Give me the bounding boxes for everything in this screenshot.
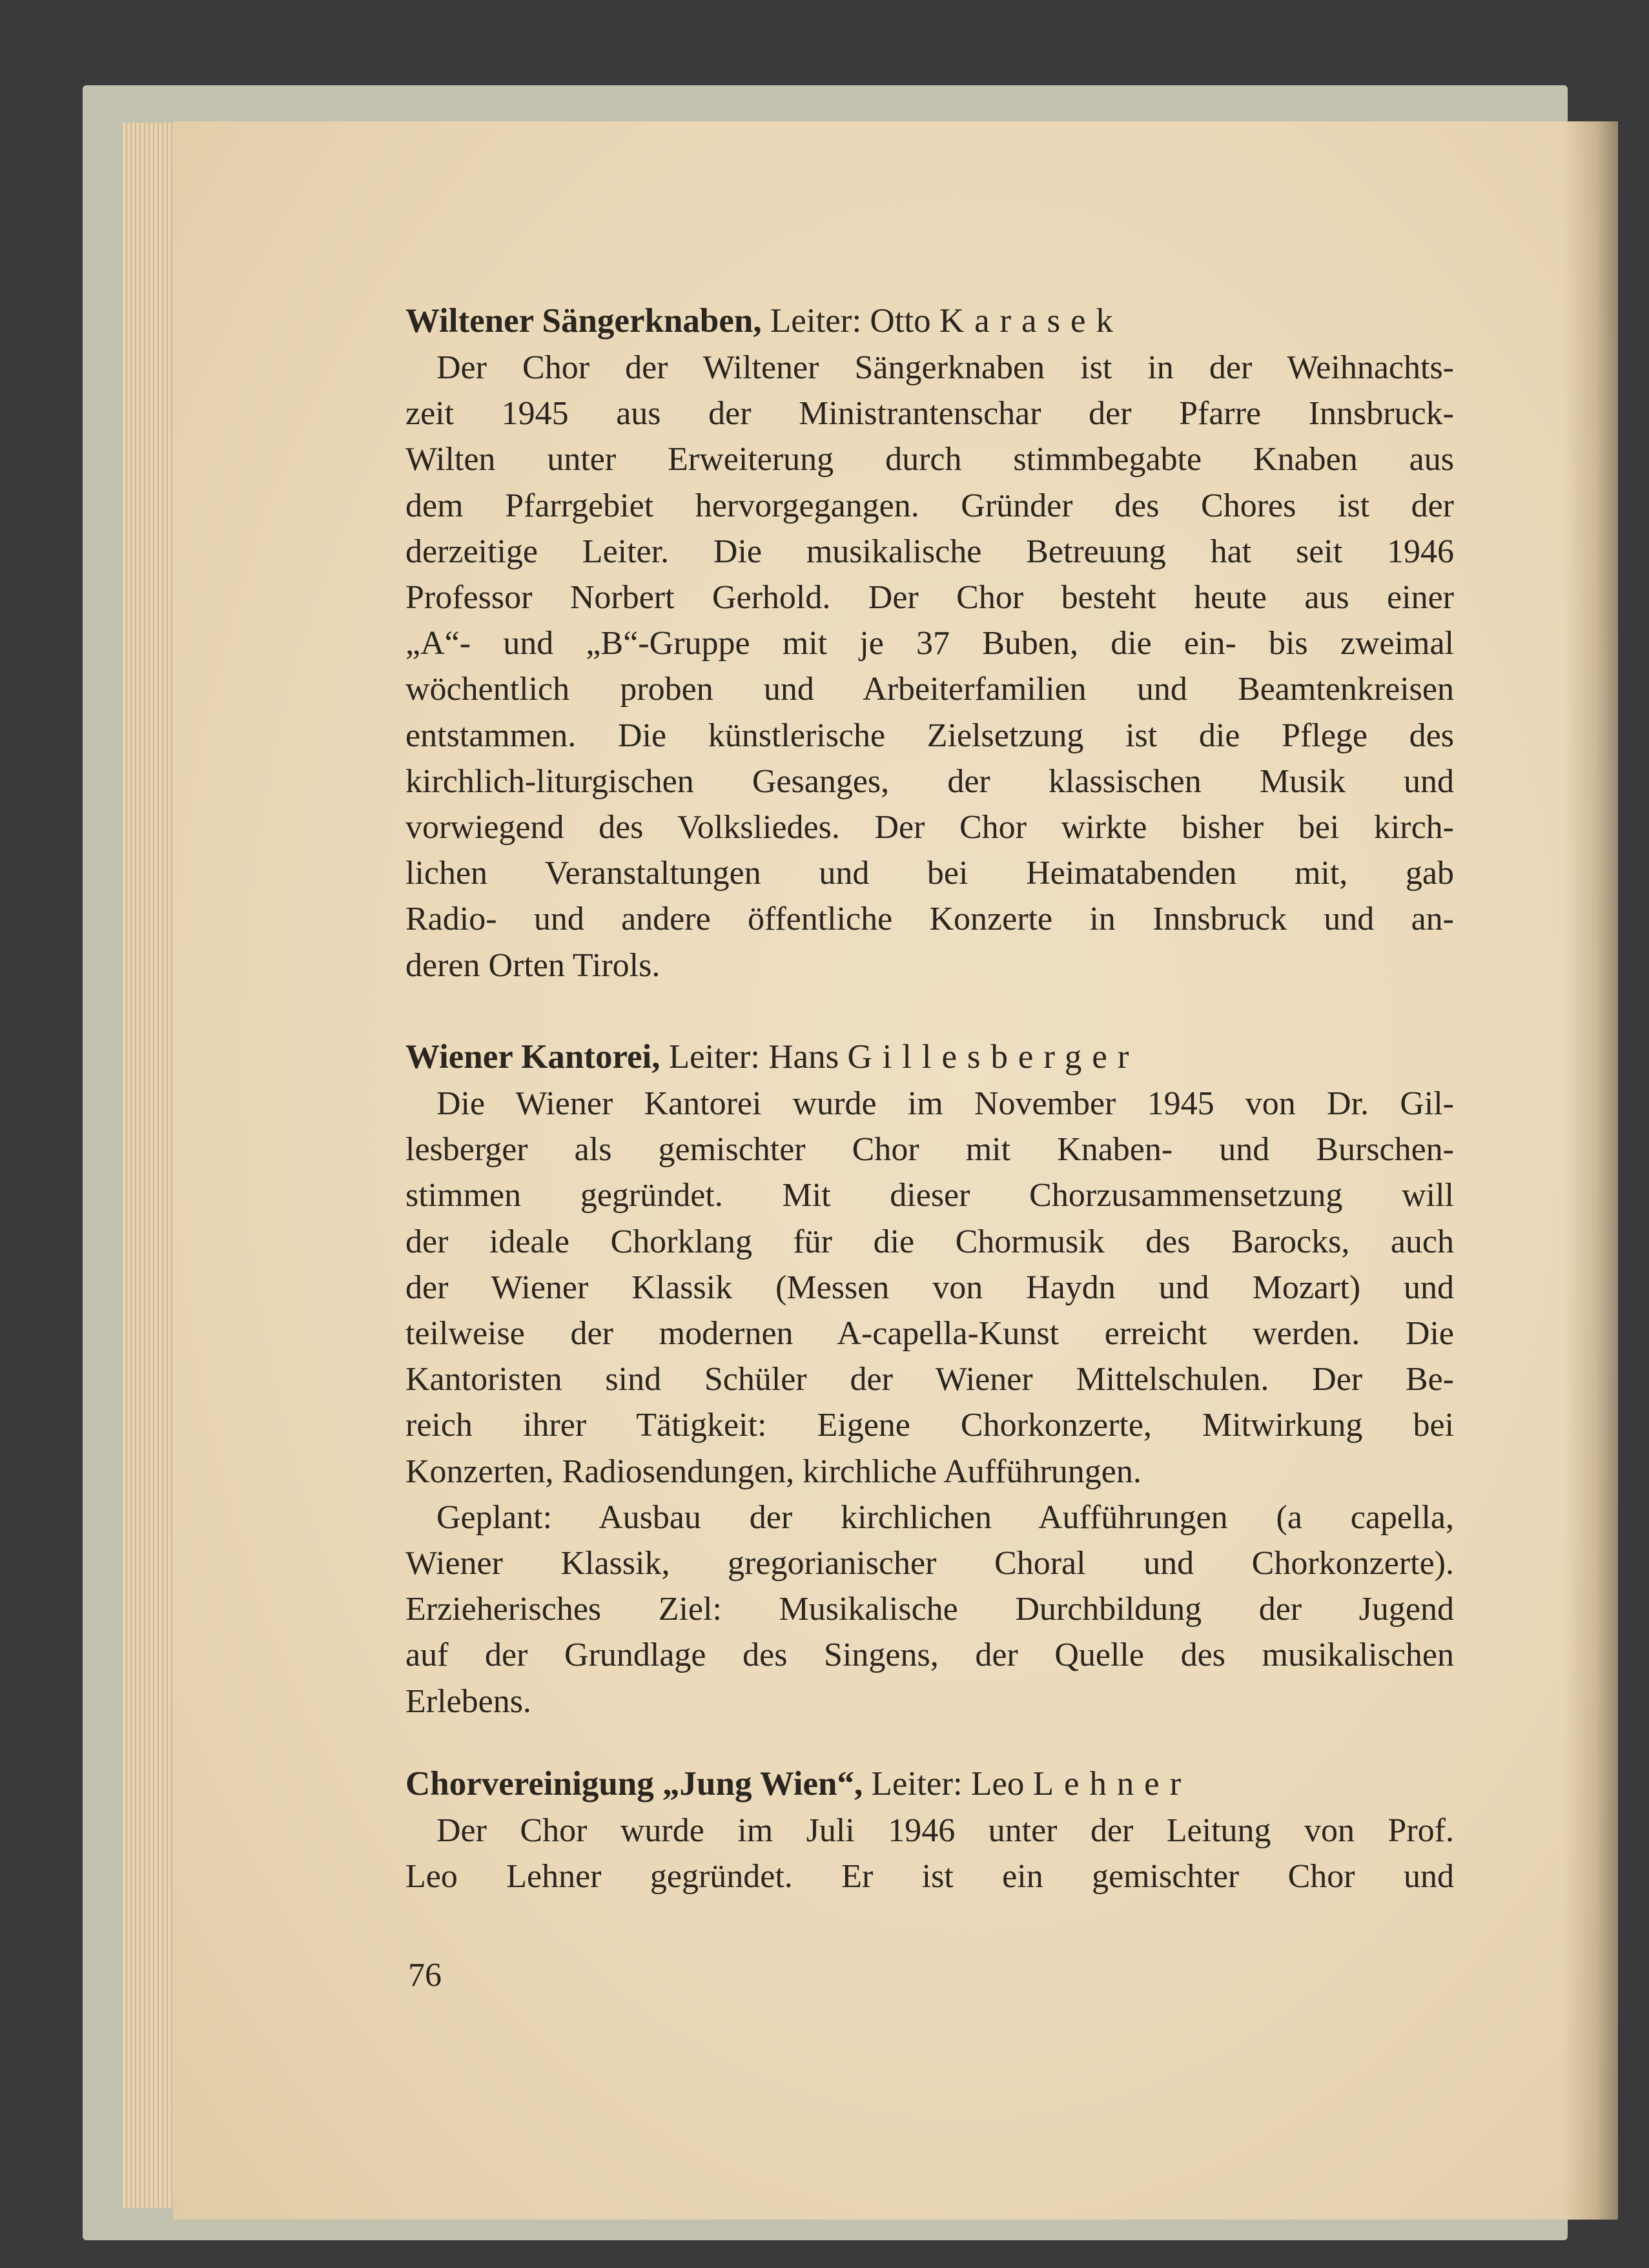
section-chorvereinigung-jung-wien bbox=[405, 1760, 1454, 1899]
text-line: Leo Lehner gegründet. Er ist ein gemischter Chor und bbox=[405, 1858, 1454, 1895]
text-line: Wilten unter Erweiterung durch stimmbegabte Knaben aus bbox=[405, 441, 1454, 478]
leader-name: Lehner bbox=[1032, 1765, 1192, 1803]
leader-prefix: Leiter: Leo bbox=[871, 1765, 1025, 1803]
leader-name: Gillesberger bbox=[847, 1038, 1140, 1076]
text-line: auf der Grundlage des Singens, der Quelle des musikalischen bbox=[405, 1637, 1454, 1674]
text-line: kirchlich-liturgischen Gesanges, der klassischen Musik und bbox=[405, 762, 1454, 800]
text-line: Der Chor wurde im Juli 1946 unter der Leitung von Prof. bbox=[436, 1812, 1454, 1849]
section-heading bbox=[405, 297, 1454, 345]
text-line: Kantoristen sind Schüler der Wiener Mittelschulen. Der Be- bbox=[405, 1361, 1454, 1398]
paragraph bbox=[405, 345, 1454, 988]
text-line: Geplant: Ausbau der kirchlichen Aufführungen (a capella, bbox=[436, 1498, 1454, 1536]
text-line: derzeitige Leiter. Die musikalische Betreuung hat seit 1946 bbox=[405, 533, 1454, 570]
text-line: dem Pfarrgebiet hervorgegangen. Gründer des Chores ist der bbox=[405, 487, 1454, 524]
section-title: Wiltener Sängerknaben, bbox=[405, 302, 762, 340]
text-line: der ideale Chorklang für die Chormusik des Barocks, auch bbox=[405, 1223, 1454, 1260]
page-number: 76 bbox=[408, 1957, 442, 1994]
text-line: Erzieherisches Ziel: Musikalische Durchbildung der Jugend bbox=[405, 1591, 1454, 1628]
text-line: teilweise der modernen A-capella-Kunst erreicht werden. Die bbox=[405, 1315, 1454, 1353]
text-line: lesberger als gemischter Chor mit Knaben- und Burschen- bbox=[405, 1131, 1454, 1169]
section-wiener-kantorei bbox=[405, 1033, 1454, 1724]
section-wiltener-saengerknaben bbox=[405, 297, 1454, 988]
leader-prefix: Leiter: Hans bbox=[668, 1038, 839, 1076]
text-line: Die Wiener Kantorei wurde im November 1945 von Dr. Gil- bbox=[436, 1085, 1454, 1122]
section-title: Chorvereinigung „Jung Wien“, bbox=[405, 1765, 863, 1803]
text-line: stimmen gegründet. Mit dieser Chorzusammensetzung will bbox=[405, 1177, 1454, 1214]
text-line: Wiener Klassik, gregorianischer Choral und Chorkonzerte). bbox=[405, 1545, 1454, 1582]
text-line: „A“- und „B“-Gruppe mit je 37 Buben, die ein- bis zweimal bbox=[405, 625, 1454, 662]
leader-prefix: Leiter: Otto bbox=[770, 302, 931, 340]
leader-name: Karasek bbox=[939, 302, 1123, 340]
text-line: wöchentlich proben und Arbeiterfamilien und Beamtenkreisen bbox=[405, 671, 1454, 708]
text-line: Professor Norbert Gerhold. Der Chor besteht heute aus einer bbox=[405, 579, 1454, 617]
text-line: zeit 1945 aus der Ministrantenschar der Pfarre Innsbruck- bbox=[405, 395, 1454, 433]
text-line: reich ihrer Tätigkeit: Eigene Chorkonzerte, Mitwirkung bei bbox=[405, 1407, 1454, 1444]
text-line: der Wiener Klassik (Messen von Haydn und Mozart) und bbox=[405, 1269, 1454, 1306]
paragraph bbox=[405, 1495, 1454, 1724]
text-line: Radio- und andere öffentliche Konzerte in Innsbruck und an- bbox=[405, 901, 1454, 938]
paragraph bbox=[405, 1081, 1454, 1495]
section-heading bbox=[405, 1033, 1454, 1081]
text-line: deren Orten Tirols. bbox=[405, 946, 661, 984]
text-line: Konzerten, Radiosendungen, kirchliche Aufführungen. bbox=[405, 1453, 1142, 1490]
section-title: Wiener Kantorei, bbox=[405, 1038, 661, 1076]
section-heading bbox=[405, 1760, 1454, 1808]
paragraph bbox=[405, 1808, 1454, 1899]
text-line: Der Chor der Wiltener Sängerknaben ist in der Weihnachts- bbox=[436, 349, 1454, 386]
spine-shadow bbox=[1562, 121, 1618, 2220]
text-line: lichen Veranstaltungen und bei Heimatabenden mit, gab bbox=[405, 855, 1454, 892]
text-line: Erlebens. bbox=[405, 1682, 531, 1720]
text-line: entstammen. Die künstlerische Zielsetzung ist die Pflege des bbox=[405, 717, 1454, 754]
text-line: vorwiegend des Volksliedes. Der Chor wirkte bisher bei kirch- bbox=[405, 809, 1454, 846]
